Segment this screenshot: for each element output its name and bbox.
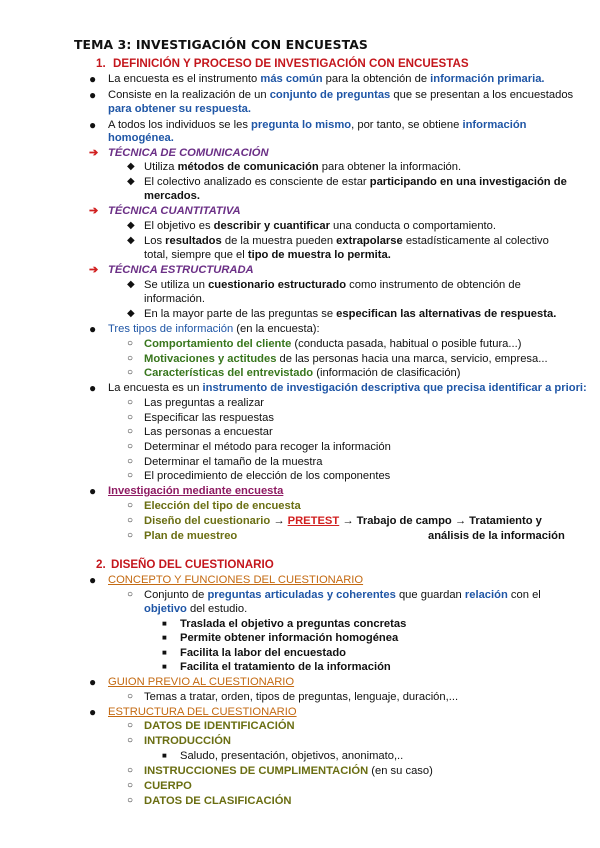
definition-line-1: La encuesta es el instrumento más común para la obtención de información primaria. bbox=[108, 73, 545, 85]
te-item-2: En la mayor parte de las preguntas se especifican las alternativas de respuesta. bbox=[144, 308, 557, 320]
concepto-line-1: Conjunto de preguntas articuladas y coherentes que guardan relación con el bbox=[144, 589, 541, 601]
inst-item: Especificar las respuestas bbox=[144, 412, 274, 424]
estructura-item-3: INSTRUCCIONES DE CUMPLIMENTACIÓN (en su caso) bbox=[144, 765, 433, 777]
section-1-heading: DEFINICIÓN Y PROCESO DE INVESTIGACIÓN CON ENCUESTAS bbox=[113, 57, 469, 70]
inst-item: Las preguntas a realizar bbox=[144, 397, 265, 409]
diamond-bullet-icon: ◆ bbox=[127, 161, 135, 172]
circle-bullet-icon: ○ bbox=[127, 426, 134, 437]
investigacion-encuesta-label: Investigación mediante encuesta bbox=[108, 485, 284, 497]
inv-step-2: Diseño del cuestionario → PRETEST → Trabajo de campo → Tratamiento y bbox=[144, 515, 542, 527]
circle-bullet-icon: ○ bbox=[127, 397, 134, 408]
diamond-bullet-icon: ◆ bbox=[127, 176, 135, 187]
estructura-item-1: DATOS DE IDENTIFICACIÓN bbox=[144, 720, 295, 732]
definition-line-2-cont: para obtener su respuesta. bbox=[108, 103, 252, 115]
arrow-right-icon: ➔ bbox=[89, 147, 99, 159]
circle-bullet-icon: ○ bbox=[127, 367, 134, 378]
tecnica-cuantitativa-label: TÉCNICA CUANTITATIVA bbox=[108, 205, 241, 217]
circle-bullet-icon: ○ bbox=[127, 338, 134, 349]
tc-item-2-cont: mercados. bbox=[144, 190, 200, 202]
tecnica-estructurada-label: TÉCNICA ESTRUCTURADA bbox=[108, 264, 254, 276]
circle-bullet-icon: ○ bbox=[127, 470, 134, 481]
circle-bullet-icon: ○ bbox=[127, 441, 134, 452]
tq-item-2-cont: total, siempre que el tipo de muestra lo permita. bbox=[144, 249, 391, 261]
circle-bullet-icon: ○ bbox=[127, 780, 134, 791]
estructura-item-5: DATOS DE CLASIFICACIÓN bbox=[144, 795, 292, 807]
circle-bullet-icon: ○ bbox=[127, 735, 134, 746]
diamond-bullet-icon: ◆ bbox=[127, 279, 135, 290]
guion-item: Temas a tratar, orden, tipos de preguntas, lenguaje, duración,... bbox=[144, 691, 459, 703]
bullet-icon: ● bbox=[89, 381, 97, 395]
square-bullet-icon: ■ bbox=[162, 751, 167, 760]
te-item-1-cont: información. bbox=[144, 293, 205, 305]
diamond-bullet-icon: ◆ bbox=[127, 308, 135, 319]
introduccion-sub: Saludo, presentación, objetivos, anonimato,.. bbox=[180, 750, 404, 762]
arrow-right-icon: ➔ bbox=[89, 205, 99, 217]
circle-bullet-icon: ○ bbox=[127, 412, 134, 423]
estructura-label: ESTRUCTURA DEL CUESTIONARIO bbox=[108, 706, 297, 718]
concepto-line-2: objetivo del estudio. bbox=[144, 603, 248, 615]
circle-bullet-icon: ○ bbox=[127, 530, 134, 541]
instrumento-line: La encuesta es un instrumento de investigación descriptiva que precisa identificar a priori: bbox=[108, 382, 587, 394]
bullet-icon: ● bbox=[89, 484, 97, 498]
estructura-item-2: INTRODUCCIÓN bbox=[144, 735, 232, 747]
funcion-item: Traslada el objetivo a preguntas concretas bbox=[180, 618, 407, 630]
concepto-funciones-label: CONCEPTO Y FUNCIONES DEL CUESTIONARIO bbox=[108, 574, 364, 586]
diamond-bullet-icon: ◆ bbox=[127, 220, 135, 231]
section-2-heading: DISEÑO DEL CUESTIONARIO bbox=[111, 558, 274, 571]
circle-bullet-icon: ○ bbox=[127, 500, 134, 511]
tres-item-1: Comportamiento del cliente (conducta pasada, habitual o posible futura...) bbox=[144, 338, 522, 350]
square-bullet-icon: ■ bbox=[162, 662, 167, 671]
inst-item: El procedimiento de elección de los componentes bbox=[144, 470, 391, 482]
bullet-icon: ● bbox=[89, 88, 97, 102]
inst-item: Determinar el método para recoger la información bbox=[144, 441, 391, 453]
tc-item-2: El colectivo analizado es consciente de estar participando en una investigación de bbox=[144, 176, 567, 188]
inv-step-cont: análisis de la información bbox=[428, 530, 565, 542]
section-2-number: 2. bbox=[96, 558, 106, 571]
funcion-item: Facilita la labor del encuestado bbox=[180, 647, 346, 659]
estructura-item-4: CUERPO bbox=[144, 780, 192, 792]
tres-tipos-line: Tres tipos de información (en la encuesta): bbox=[108, 323, 320, 335]
inst-item: Determinar el tamaño de la muestra bbox=[144, 456, 323, 468]
square-bullet-icon: ■ bbox=[162, 633, 167, 642]
page-title: TEMA 3: INVESTIGACIÓN CON ENCUESTAS bbox=[74, 37, 368, 52]
bullet-icon: ● bbox=[89, 72, 97, 86]
circle-bullet-icon: ○ bbox=[127, 589, 134, 600]
square-bullet-icon: ■ bbox=[162, 619, 167, 628]
definition-line-3-cont: homogénea. bbox=[108, 132, 174, 144]
square-bullet-icon: ■ bbox=[162, 648, 167, 657]
circle-bullet-icon: ○ bbox=[127, 691, 134, 702]
bullet-icon: ● bbox=[89, 573, 97, 587]
tecnica-comunicacion-label: TÉCNICA DE COMUNICACIÓN bbox=[108, 147, 269, 159]
bullet-icon: ● bbox=[89, 705, 97, 719]
diamond-bullet-icon: ◆ bbox=[127, 235, 135, 246]
tc-item-1: Utiliza métodos de comunicación para obtener la información. bbox=[144, 161, 462, 173]
funcion-item: Permite obtener información homogénea bbox=[180, 632, 399, 644]
circle-bullet-icon: ○ bbox=[127, 720, 134, 731]
bullet-icon: ● bbox=[89, 118, 97, 132]
bullet-icon: ● bbox=[89, 322, 97, 336]
section-1-number: 1. bbox=[96, 57, 106, 70]
arrow-right-icon: ➔ bbox=[89, 264, 99, 276]
inv-step-1: Elección del tipo de encuesta bbox=[144, 500, 301, 512]
tres-item-3: Características del entrevistado (información de clasificación) bbox=[144, 367, 461, 379]
definition-line-3: A todos los individuos se les pregunta lo mismo, por tanto, se obtiene información bbox=[108, 119, 527, 131]
definition-line-2: Consiste en la realización de un conjunto de preguntas que se presentan a los encuestados bbox=[108, 89, 574, 101]
circle-bullet-icon: ○ bbox=[127, 765, 134, 776]
inst-item: Las personas a encuestar bbox=[144, 426, 273, 438]
tq-item-1: El objetivo es describir y cuantificar una conducta o comportamiento. bbox=[144, 220, 496, 232]
tq-item-2: Los resultados de la muestra pueden extrapolarse estadísticamente al colectivo bbox=[144, 235, 549, 247]
te-item-1: Se utiliza un cuestionario estructurado como instrumento de obtención de bbox=[144, 279, 521, 291]
circle-bullet-icon: ○ bbox=[127, 456, 134, 467]
circle-bullet-icon: ○ bbox=[127, 515, 134, 526]
tres-item-2: Motivaciones y actitudes de las personas hacia una marca, servicio, empresa... bbox=[144, 353, 548, 365]
circle-bullet-icon: ○ bbox=[127, 353, 134, 364]
guion-previo-label: GUION PREVIO AL CUESTIONARIO bbox=[108, 676, 295, 688]
inv-step-3: Plan de muestreo bbox=[144, 530, 238, 542]
circle-bullet-icon: ○ bbox=[127, 795, 134, 806]
funcion-item: Facilita el tratamiento de la información bbox=[180, 661, 391, 673]
bullet-icon: ● bbox=[89, 675, 97, 689]
